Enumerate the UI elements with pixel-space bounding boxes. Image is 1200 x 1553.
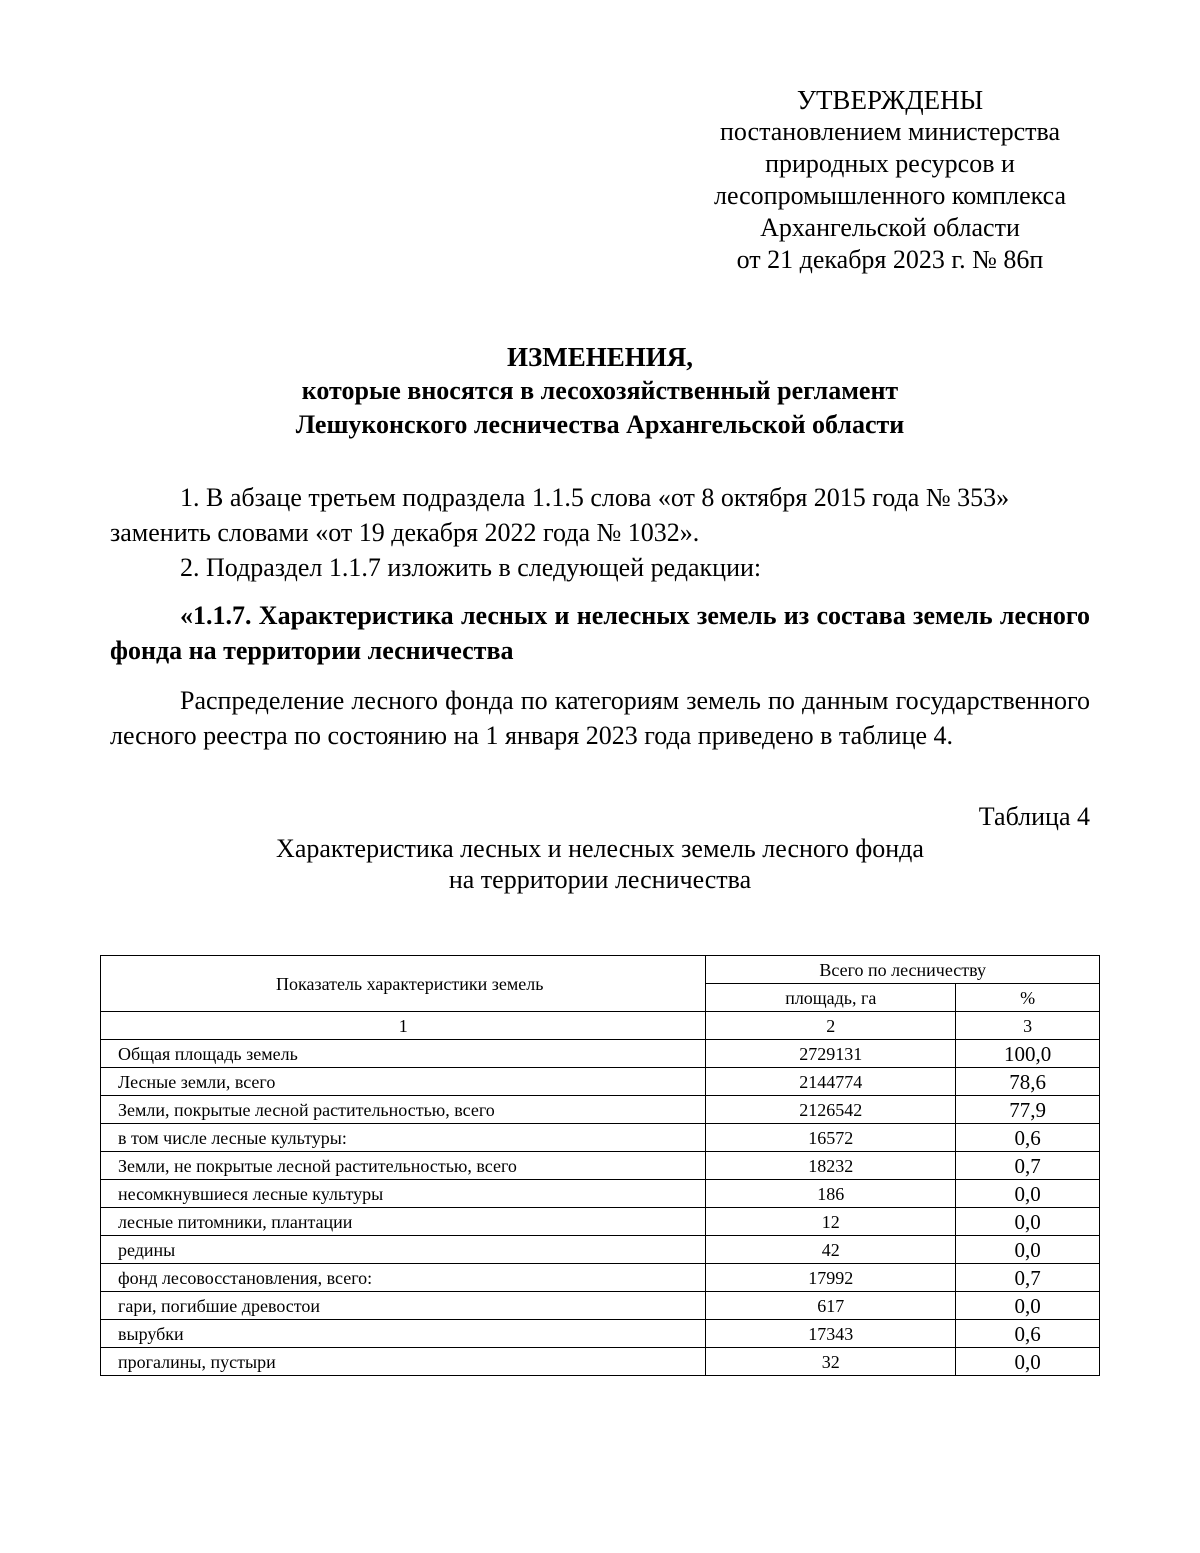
- row-area: 18232: [706, 1152, 956, 1180]
- table-row: [101, 1236, 1100, 1264]
- table-row: [101, 1152, 1100, 1180]
- row-label: в том числе лесные культуры:: [101, 1124, 706, 1152]
- row-label: вырубки: [101, 1320, 706, 1348]
- row-area: 186: [706, 1180, 956, 1208]
- row-percent: 0,0: [956, 1208, 1100, 1236]
- row-area: 2729131: [706, 1040, 956, 1068]
- table-row: [101, 1068, 1100, 1096]
- approval-line: Архангельской области: [760, 213, 1020, 242]
- land-characteristics-table: [100, 955, 1100, 1376]
- table-row: [101, 1292, 1100, 1320]
- row-area: 42: [706, 1236, 956, 1264]
- table-caption: [110, 833, 1090, 895]
- table-caption-line-2: на территории лесничества: [448, 865, 752, 894]
- approval-title: УТВЕРЖДЕНЫ: [796, 85, 984, 115]
- row-percent: 0,7: [956, 1152, 1100, 1180]
- heading-line-2: Лешуконского лесничества Архангельской области: [295, 410, 905, 439]
- row-percent: 0,0: [956, 1292, 1100, 1320]
- row-label: Общая площадь земель: [101, 1040, 706, 1068]
- header-percent: %: [956, 984, 1100, 1012]
- row-percent: 0,0: [956, 1236, 1100, 1264]
- table-row: [101, 1124, 1100, 1152]
- row-area: 12: [706, 1208, 956, 1236]
- paragraph-3: Распределение лесного фонда по категориям земель по данным государственного лесного реестра по состоянию на 1 января 2023 года приведено в таблице 4.: [110, 686, 1090, 750]
- row-label: гари, погибшие древостои: [101, 1292, 706, 1320]
- approval-line: природных ресурсов и: [765, 149, 1015, 178]
- table-number: Таблица 4: [978, 802, 1090, 831]
- row-area: 2144774: [706, 1068, 956, 1096]
- approval-line: лесопромышленного комплекса: [713, 181, 1066, 210]
- column-number: 2: [706, 1012, 956, 1040]
- header-indicator: Показатель характеристики земель: [101, 956, 706, 1012]
- paragraph-1: [110, 480, 1090, 585]
- row-area: 617: [706, 1292, 956, 1320]
- heading-line-1: которые вносятся в лесохозяйственный регламент: [301, 376, 899, 405]
- paragraph-1-line-b: заменить словами «от 19 декабря 2022 года № 1032».: [110, 518, 700, 547]
- document-heading: [110, 340, 1090, 442]
- table-row: [101, 1180, 1100, 1208]
- header-area: площадь, га: [706, 984, 956, 1012]
- table-row: [101, 1096, 1100, 1124]
- approval-line: постановлением министерства: [719, 117, 1061, 146]
- row-area: 2126542: [706, 1096, 956, 1124]
- row-percent: 0,7: [956, 1264, 1100, 1292]
- table-row: [101, 1264, 1100, 1292]
- row-percent: 0,0: [956, 1348, 1100, 1376]
- subsection-heading: «1.1.7. Характеристика лесных и нелесных земель из состава земель лесного фонда на территории лесничества: [110, 601, 1090, 665]
- row-label: Земли, не покрытые лесной растительностью, всего: [101, 1152, 706, 1180]
- paragraph-2: 2. Подраздел 1.1.7 изложить в следующей редакции:: [180, 553, 762, 582]
- row-area: 16572: [706, 1124, 956, 1152]
- row-percent: 100,0: [956, 1040, 1100, 1068]
- row-label: несомкнувшиеся лесные культуры: [101, 1180, 706, 1208]
- row-percent: 0,0: [956, 1180, 1100, 1208]
- row-percent: 0,6: [956, 1124, 1100, 1152]
- column-number: 1: [101, 1012, 706, 1040]
- row-label: лесные питомники, плантации: [101, 1208, 706, 1236]
- row-label: Земли, покрытые лесной растительностью, всего: [101, 1096, 706, 1124]
- heading-title: ИЗМЕНЕНИЯ,: [506, 342, 693, 372]
- table-caption-line-1: Характеристика лесных и нелесных земель лесного фонда: [276, 834, 924, 863]
- row-label: фонд лесовосстановления, всего:: [101, 1264, 706, 1292]
- row-label: прогалины, пустыри: [101, 1348, 706, 1376]
- row-percent: 0,6: [956, 1320, 1100, 1348]
- row-label: редины: [101, 1236, 706, 1264]
- paragraph-1-line-a: 1. В абзаце третьем подраздела 1.1.5 слова «от 8 октября 2015 года № 353»: [180, 483, 1010, 512]
- row-area: 17343: [706, 1320, 956, 1348]
- row-percent: 78,6: [956, 1068, 1100, 1096]
- table-row: [101, 1348, 1100, 1376]
- table-row: [101, 1208, 1100, 1236]
- approval-line: от 21 декабря 2023 г. № 86п: [736, 245, 1044, 274]
- table-row: [101, 1320, 1100, 1348]
- header-total: Всего по лесничеству: [706, 956, 1100, 984]
- column-number-row: [101, 1012, 1100, 1040]
- row-label: Лесные земли, всего: [101, 1068, 706, 1096]
- column-number: 3: [956, 1012, 1100, 1040]
- row-area: 17992: [706, 1264, 956, 1292]
- table-row: [101, 1040, 1100, 1068]
- row-percent: 77,9: [956, 1096, 1100, 1124]
- row-area: 32: [706, 1348, 956, 1376]
- approval-block: [690, 84, 1090, 276]
